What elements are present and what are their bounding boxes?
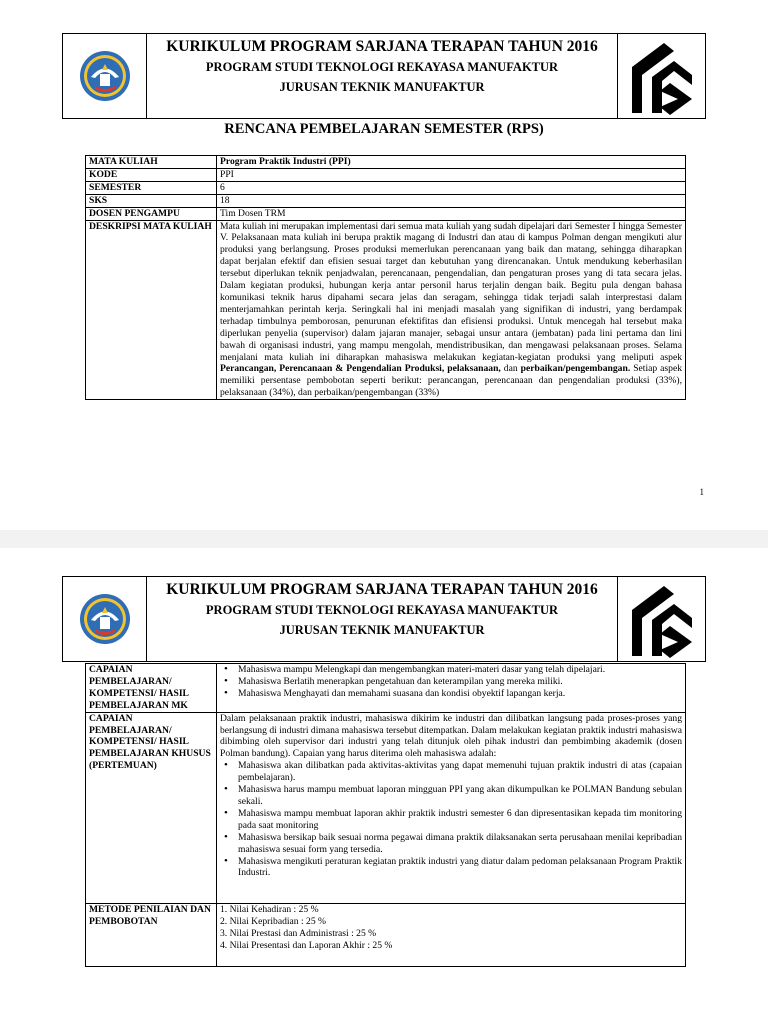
deskripsi-text-1: Mata kuliah ini merupakan implementasi dari semua mata kuliah yang sudah dipelajari dari Semester I hingga Semester V. Pelaksanaan mata kuliah ini berupa praktik magang di Industri dan atau di kampus Polman dengan mengikuti alur produksi yang berlangsung. Proses produksi memerlukan perencanaan yang baik dan matang, sehingga diharapkan dapat berjalan efektif dan efisien sesuai target dan kebutuhan yang direncanakan. Untuk mendukung keberhasilan tersebut diperlukan teknik penjadwalan, perencanaan, pengendalian, dan pengaturan proses yang di tata secara jelas. Dalam kegiatan produksi, hubungan kerja antar personil harus terjalin dengan baik. Begitu pula dengan bahasa komunikasi teknik harus dipahami secara jelas dan seragam, sehingga tidak terjadi salah interprestasi dalam menterjamahkan perintah kerja. Seringkali hal ini menjadi masalah yang signifikan di industri, yang berdampak terhadap timbulnya pemborosan, penurunan efektifitas dan efisiensi produksi. Untuk mencegah hal tersebut maka diperlukan penyelia (supervisor) dalam jajaran manajer, sebagai unsur antara (jembatan) pada lini pertama dan lini bawah di organisasi industri, yang mampu mengolah, mendistribusikan, dan mengawasi pelaksanaan proses. Selama menjalani mata kuliah ini diharapkan mahasiswa melakukan kegiatan-kegiatan produksi yang meliputi aspek [220, 220, 682, 363]
sks-label: SKS [86, 194, 217, 207]
cp-khusus-value [217, 712, 686, 904]
table-row [86, 181, 686, 194]
mata-kuliah-label: MATA KULIAH [86, 156, 217, 169]
table-row [86, 904, 686, 967]
cp-khusus-label: CAPAIAN PEMBELAJARAN/ KOMPETENSI/ HASIL PEMBELAJARAN KHUSUS (PERTEMUAN) [86, 712, 217, 904]
list-item: • Mahasiswa akan dilibatkan pada aktivitas-aktivitas yang dapat memenuhi tujuan praktik industri di atas (capaian pembelajaran). [220, 760, 682, 784]
curriculum-title: KURIKULUM PROGRAM SARJANA TERAPAN TAHUN 2016 [166, 581, 598, 598]
deskripsi-bold-1: Perancangan, Perencanaan & Pengendalian Produksi, pelaksanaan, [220, 363, 501, 375]
kemdikbud-logo [63, 577, 147, 661]
kemdikbud-logo [63, 34, 147, 118]
dosen-value: Tim Dosen TRM [217, 207, 686, 220]
rps-title: RENCANA PEMBELAJARAN SEMESTER (RPS) [224, 121, 544, 137]
list-item: • Mahasiswa mengikuti peraturan kegiatan praktik industri yang diatur dalam pedoman pelaksanaan Program Praktik Industri. [220, 856, 682, 880]
list-item: 3. Nilai Prestasi dan Administrasi : 25 % [220, 928, 377, 940]
semester-label: SEMESTER [86, 181, 217, 194]
polman-logo [617, 577, 705, 661]
department-title: JURUSAN TEKNIK MANUFAKTUR [279, 80, 485, 94]
deskripsi-value [217, 220, 686, 400]
table-row [86, 168, 686, 181]
department-title: JURUSAN TEKNIK MANUFAKTUR [279, 623, 485, 637]
header-titles [147, 34, 617, 118]
cp-mk-label: CAPAIAN PEMBELAJARAN/ KOMPETENSI/ HASIL PEMBELAJARAN MK [86, 664, 217, 713]
dosen-label: DOSEN PENGAMPU [86, 207, 217, 220]
list-item: • Mahasiswa harus mampu membuat laporan mingguan PPI yang akan dikumpulkan ke POLMAN Bandung sebulan sekali. [220, 784, 682, 808]
table-row [86, 156, 686, 169]
deskripsi-text-2: dan [500, 363, 521, 375]
kode-label: KODE [86, 168, 217, 181]
table-row [86, 207, 686, 220]
deskripsi-bold-2: perbaikan/pengembangan. [520, 363, 631, 375]
metode-value [217, 904, 686, 967]
list-item: 1. Nilai Kehadiran : 25 % [220, 904, 319, 916]
table-row [86, 712, 686, 904]
course-info-table [85, 155, 686, 400]
list-item: • Mahasiswa bersikap baik sesuai norma pegawai dimana praktik dilaksanakan serta perusahaan menilai kepribadian mahasiswa sesuai form yang tersedia. [220, 832, 682, 856]
sks-value: 18 [217, 194, 686, 207]
list-item: 2. Nilai Kepribadian : 25 % [220, 916, 327, 928]
header-titles [147, 577, 617, 661]
table-row [86, 194, 686, 207]
page-number: 1 [699, 487, 704, 497]
curriculum-title: KURIKULUM PROGRAM SARJANA TERAPAN TAHUN 2016 [166, 38, 598, 55]
semester-value: 6 [217, 181, 686, 194]
deskripsi-label: DESKRIPSI MATA KULIAH [86, 220, 217, 400]
list-item: 4. Nilai Presentasi dan Laporan Akhir : 25 % [220, 940, 393, 952]
metode-label: METODE PENILAIAN DAN PEMBOBOTAN [86, 904, 217, 967]
learning-outcomes-table [85, 663, 686, 967]
list-item: • Mahasiswa Berlatih menerapkan pengetahuan dan keterampilan yang mereka miliki. [220, 676, 682, 688]
program-title: PROGRAM STUDI TEKNOLOGI REKAYASA MANUFAKTUR [205, 603, 559, 617]
list-item: • Mahasiswa mampu Melengkapi dan mengembangkan materi-materi dasar yang telah dipelajari. [220, 664, 682, 676]
list-item: • Mahasiswa mampu membuat laporan akhir praktik industri semester 6 dan dipresentasikan kepada tim monitoring pada saat monitoring [220, 808, 682, 832]
cp-mk-value [217, 664, 686, 713]
mata-kuliah-value: Program Praktik Industri (PPI) [217, 156, 686, 169]
program-title: PROGRAM STUDI TEKNOLOGI REKAYASA MANUFAKTUR [205, 60, 559, 74]
kode-value: PPI [217, 168, 686, 181]
deskripsi-text-3: Setiap aspek memiliki persentase pembobotan seperti berikut: perancangan, perencanaan dan pengendalian produksi (33%), pelaksanaan (34%), dan perbaikan/pengembangan (33%) [220, 363, 683, 399]
header-box [62, 33, 706, 119]
table-row [86, 664, 686, 713]
cp-khusus-intro: Dalam pelaksanaan praktik industri, mahasiswa dikirim ke industri dan dilibatkan langsung pada proses-proses yang berlangsung di industri dimana mahasiswa tersebut ditempatkan. Dalam melakukan kegiatan praktik industri mahasiswa dibimbing oleh supervisor dari industri yang telah ditunjuk oleh pihak industri dan pembimbing akademik (dosen Polman bandung). Capaian yang harus diterima oleh mahasiswa adalah: [220, 712, 682, 760]
table-row [86, 220, 686, 400]
polman-logo [617, 34, 705, 118]
header-box [62, 576, 706, 662]
list-item: • Mahasiswa Menghayati dan memahami suasana dan kondisi obyektif lapangan kerja. [220, 688, 682, 700]
